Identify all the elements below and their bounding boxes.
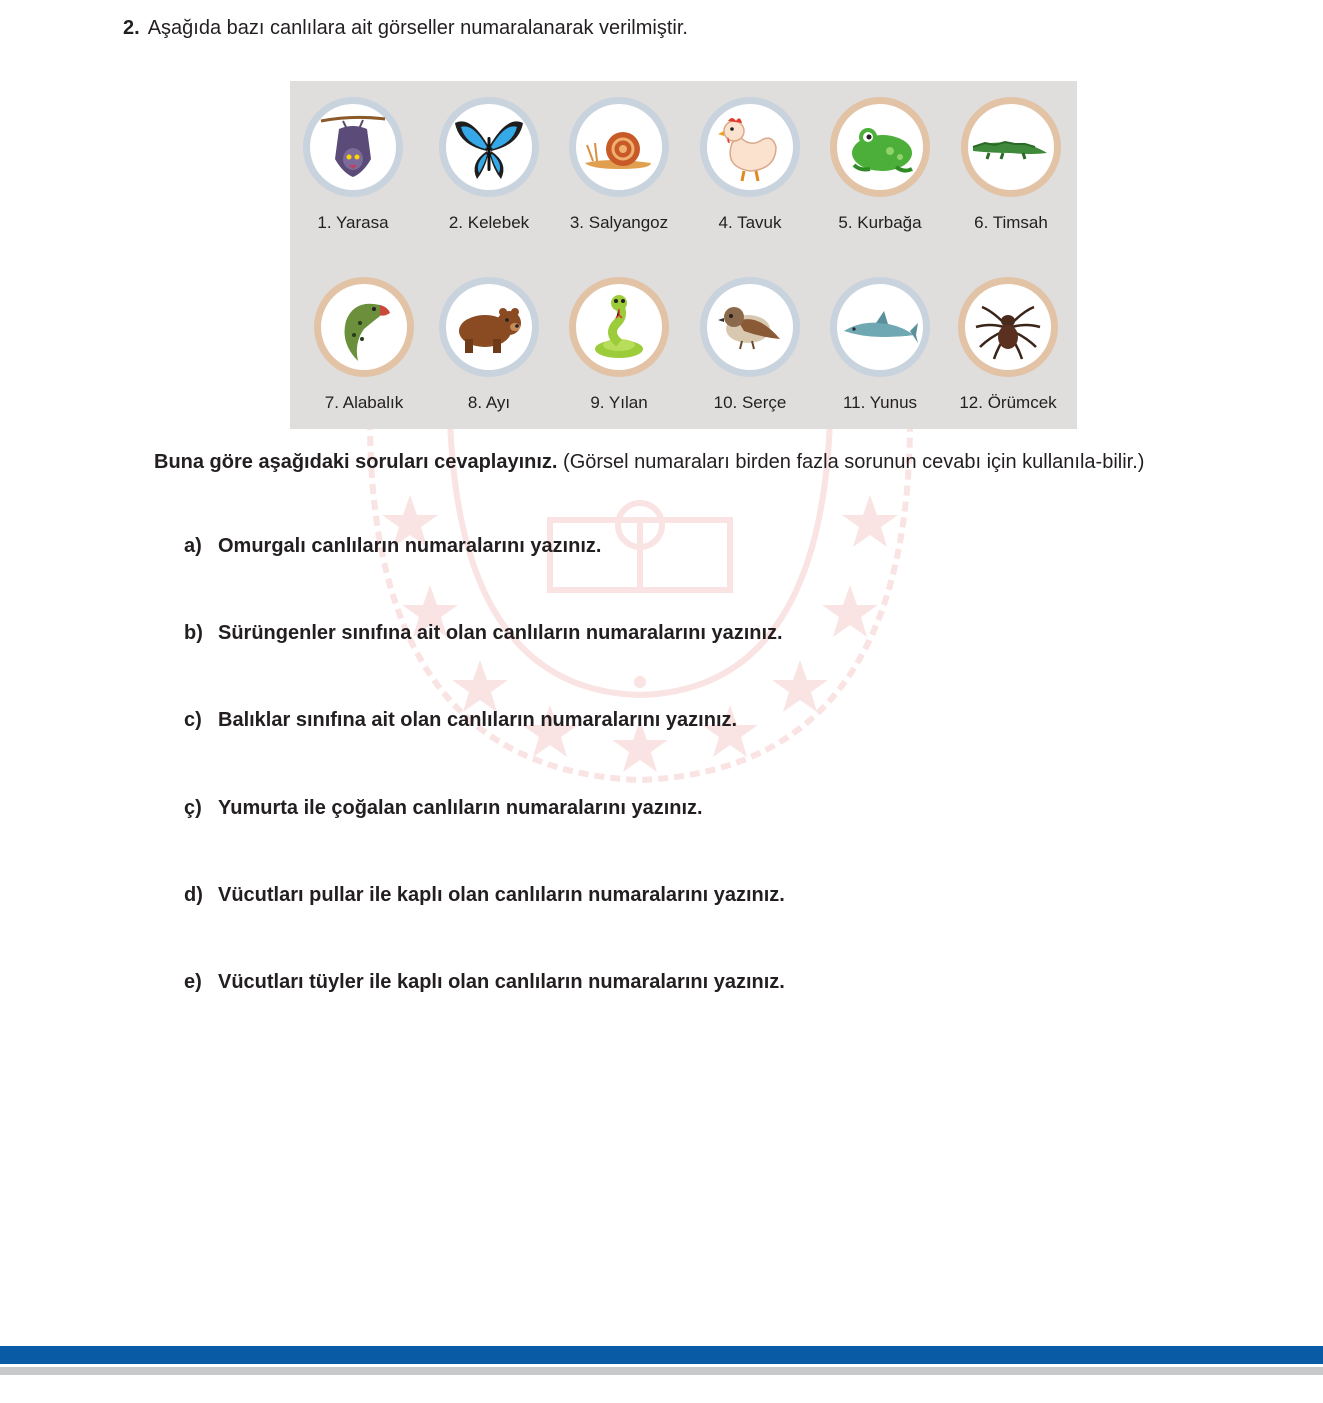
animal-image-frame [830,277,930,377]
instruction-text [154,447,1214,477]
subquestion-letter: d) [184,884,203,906]
animal-label: 6. Timsah [974,213,1048,232]
animal-image-frame [439,277,539,377]
snail-icon [579,107,659,187]
butterfly-icon [449,107,529,187]
animal-label: 3. Salyangoz [569,213,669,232]
subquestion-letter: b) [184,622,203,644]
animal-card-dolphin [820,277,940,413]
animal-card-chicken [690,97,810,233]
subquestion-c-cedilla [184,797,703,820]
bear-icon [449,287,529,367]
trout-icon [324,287,404,367]
subquestion-letter: a) [184,535,202,557]
animal-label: 10. Serçe [713,393,787,412]
animal-image-frame [439,97,539,197]
subquestion-text: Omurgalı canlıların numaralarını yazınız. [218,535,602,557]
chicken-icon [710,107,790,187]
animal-label: 4. Tavuk [718,213,782,232]
animal-label: 7. Alabalık [324,393,404,412]
animal-label: 2. Kelebek [448,213,530,232]
animal-label: 8. Ayı [467,393,511,412]
animal-card-snail [559,97,679,233]
subquestion-letter: ç) [184,797,202,819]
subquestion-text: Balıklar sınıfına ait olan canlıların numaralarını yazınız. [218,709,738,731]
animal-card-frog [820,97,940,233]
subquestion-e [184,971,785,994]
animal-image-frame [314,277,414,377]
question-number: 2. [123,17,140,39]
subquestion-letter: c) [184,709,202,731]
animal-image-frame [961,97,1061,197]
animal-label: 12. Örümcek [959,393,1057,412]
animal-label: 1. Yarasa [317,213,389,232]
footer-blue-bar [0,1346,1323,1364]
animal-image-frame [700,277,800,377]
crocodile-icon [971,107,1051,187]
animal-card-trout [304,277,424,413]
animal-image-frame [303,97,403,197]
animal-image-frame [569,97,669,197]
subquestion-letter: e) [184,971,202,993]
animal-card-bat [293,97,413,233]
bat-icon [313,107,393,187]
subquestion-text: Yumurta ile çoğalan canlıların numaralarını yazınız. [218,797,703,819]
animal-image-frame [958,277,1058,377]
subquestion-c [184,709,737,732]
question-heading [123,17,688,40]
frog-icon [840,107,920,187]
animal-label: 9. Yılan [590,393,648,412]
instruction-bold: Buna göre aşağıdaki soruları cevaplayınız. [154,451,558,473]
animal-card-snake [559,277,679,413]
subquestion-text: Vücutları tüyler ile kaplı olan canlıların numaralarını yazınız. [218,971,785,993]
animal-card-crocodile [951,97,1071,233]
animal-label: 11. Yunus [842,393,918,412]
animal-card-butterfly [429,97,549,233]
instruction-rest: (Görsel numaraları birden fazla sorunun cevabı için kullanıla-bilir.) [557,451,1145,473]
dolphin-icon [840,287,920,367]
animal-panel [290,81,1077,429]
subquestion-text: Sürüngenler sınıfına ait olan canlıların numaralarını yazınız. [218,622,783,644]
subquestion-d [184,884,785,907]
animal-card-spider [948,277,1068,413]
animal-card-sparrow [690,277,810,413]
spider-icon [968,287,1048,367]
subquestion-a [184,535,601,558]
subquestion-b [184,622,783,645]
animal-image-frame [700,97,800,197]
sparrow-icon [710,287,790,367]
animal-image-frame [830,97,930,197]
animal-label: 5. Kurbağa [838,213,922,232]
animal-image-frame [569,277,669,377]
footer-grey-bar [0,1367,1323,1375]
question-text: Aşağıda bazı canlılara ait görseller numaralanarak verilmiştir. [147,17,688,39]
subquestion-text: Vücutları pullar ile kaplı olan canlıların numaralarını yazınız. [218,884,785,906]
animal-card-bear [429,277,549,413]
snake-icon [579,287,659,367]
